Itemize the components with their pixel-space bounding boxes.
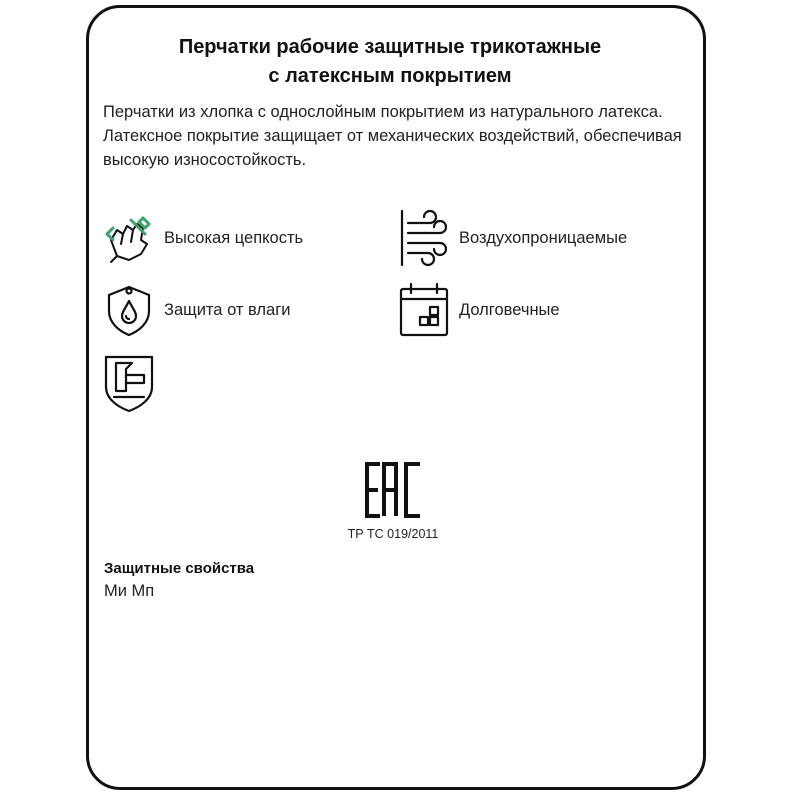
title-line-2: с латексным покрытием bbox=[268, 65, 512, 87]
feature-label-durable: Долговечные bbox=[459, 300, 560, 319]
product-description: Перчатки из хлопка с однослойным покрытием из натурального латекса. Латексное покрытие защищает от механических воздействий, обеспечивая высокую износостойкость. bbox=[103, 103, 682, 169]
feature-label-moisture: Защита от влаги bbox=[164, 300, 291, 319]
properties-title: Защитные свойства bbox=[104, 560, 255, 577]
certification-standard: ТР ТС 019/2011 bbox=[347, 527, 439, 541]
feature-label-breathable: Воздухопроницаемые bbox=[459, 228, 628, 247]
feature-label-grip: Высокая цепкость bbox=[164, 228, 304, 247]
product-title bbox=[100, 33, 680, 91]
wind-icon bbox=[395, 207, 453, 269]
feature-durable bbox=[395, 279, 560, 341]
feature-moisture bbox=[100, 279, 290, 341]
calendar-icon bbox=[395, 279, 453, 341]
properties-value: Ми Мп bbox=[104, 582, 155, 600]
title-line-1: Перчатки рабочие защитные трикотажные bbox=[178, 36, 602, 58]
feature-mechanical-protection bbox=[100, 352, 164, 414]
feature-grip bbox=[100, 207, 303, 269]
protective-shield-icon bbox=[100, 352, 158, 414]
feature-breathable bbox=[395, 207, 627, 269]
shield-drop-icon bbox=[100, 279, 158, 341]
eac-mark bbox=[364, 462, 424, 523]
glove-wrench-icon bbox=[100, 207, 158, 269]
